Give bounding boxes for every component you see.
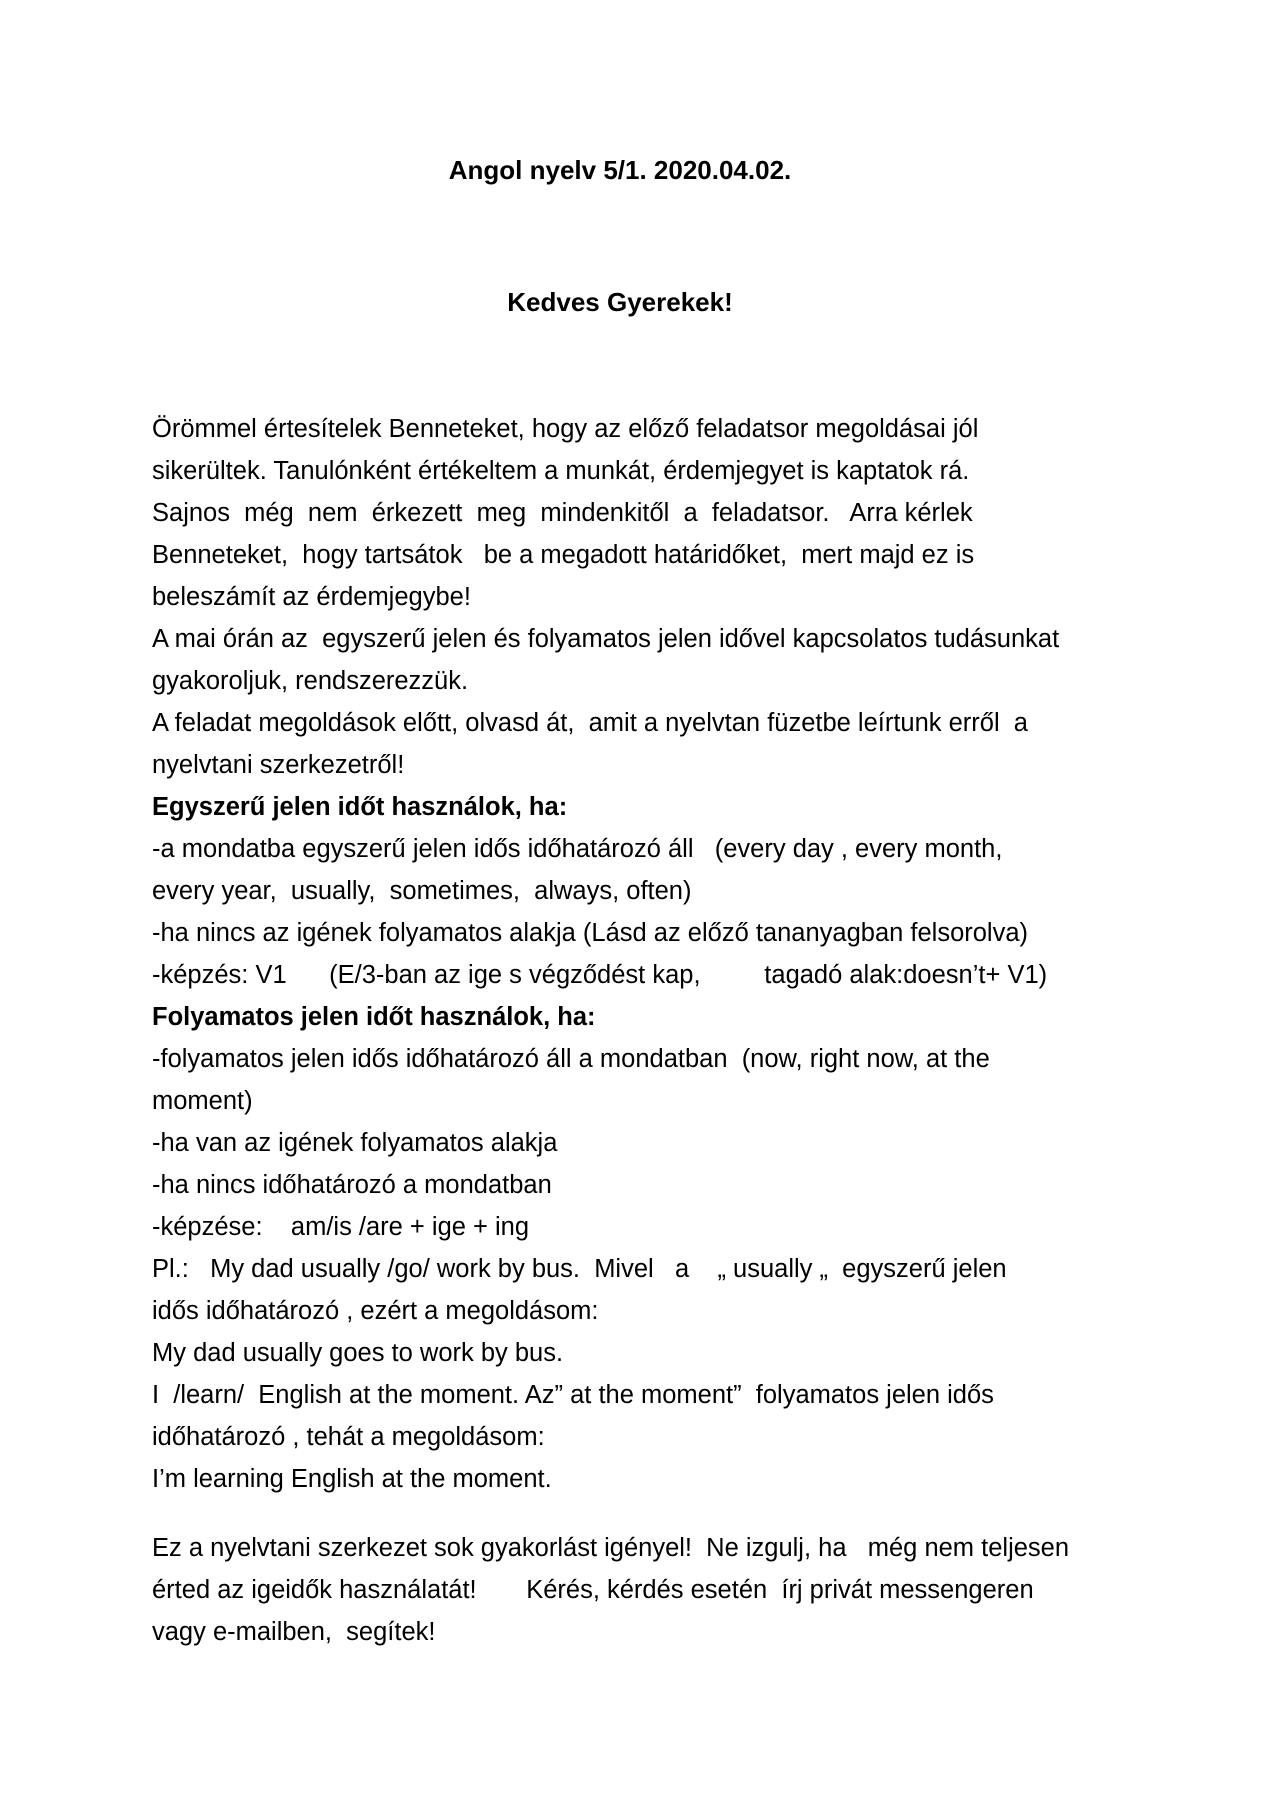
- example-line: I /learn/ English at the moment. Az” at the moment” folyamatos jelen idős: [152, 1381, 994, 1409]
- paragraph-line: Örömmel értesítelek Benneteket, hogy az előző feladatsor megoldásai jól: [152, 415, 979, 443]
- rule-line: -folyamatos jelen idős időhatározó áll a mondatban (now, right now, at the: [152, 1045, 990, 1073]
- closing-line: vagy e-mailben, segítek!: [152, 1618, 436, 1646]
- rule-line: -képzés: V1 (E/3-ban az ige s végződést kap, tagadó alak:doesn’t+ V1): [152, 961, 1048, 989]
- rule-line: -ha nincs az igének folyamatos alakja (Lásd az előző tananyagban felsorolva): [152, 919, 1029, 947]
- paragraph-line: A mai órán az egyszerű jelen és folyamatos jelen idővel kapcsolatos tudásunkat: [152, 625, 1060, 653]
- closing-line: Ez a nyelvtani szerkezet sok gyakorlást igényel! Ne izgulj, ha még nem teljesen: [152, 1534, 1070, 1562]
- paragraph-line: gyakoroljuk, rendszerezzük.: [152, 667, 469, 695]
- rule-line: -ha nincs időhatározó a mondatban: [152, 1171, 552, 1199]
- rule-line: -képzése: am/is /are + ige + ing: [152, 1213, 530, 1241]
- paragraph-line: Sajnos még nem érkezett meg mindenkitől a feladatsor. Arra kérlek: [152, 499, 973, 527]
- document-title: Angol nyelv 5/1. 2020.04.02.: [448, 155, 792, 185]
- example-line: I’m learning English at the moment.: [152, 1465, 552, 1493]
- example-line: időhatározó , tehát a megoldásom:: [152, 1423, 545, 1451]
- body-text: [152, 408, 1142, 1500]
- rule-line: -a mondatba egyszerű jelen idős időhatározó áll (every day , every month,: [152, 835, 1003, 863]
- paragraph-line: A feladat megoldások előtt, olvasd át, amit a nyelvtan füzetbe leírtunk erről a: [152, 709, 1028, 737]
- section-heading-present-continuous: Folyamatos jelen időt használok, ha:: [152, 1003, 596, 1031]
- section-heading-simple-present: Egyszerű jelen időt használok, ha:: [152, 793, 568, 821]
- paragraph-line: Benneteket, hogy tartsátok be a megadott határidőket, mert majd ez is: [152, 541, 975, 569]
- closing-paragraph: [152, 1527, 1142, 1653]
- paragraph-line: beleszámít az érdemjegybe!: [152, 583, 471, 611]
- paragraph-line: sikerültek. Tanulónként értékeltem a munkát, érdemjegyet is kaptatok rá.: [152, 457, 970, 485]
- closing-line: érted az igeidők használatát! Kérés, kérdés esetén írj privát messengeren: [152, 1576, 1034, 1604]
- rule-line: every year, usually, sometimes, always, often): [152, 877, 692, 905]
- example-line: My dad usually goes to work by bus.: [152, 1339, 564, 1367]
- example-line: Pl.: My dad usually /go/ work by bus. Mivel a „ usually „ egyszerű jelen: [152, 1255, 1007, 1283]
- rule-line: -ha van az igének folyamatos alakja: [152, 1129, 558, 1157]
- example-line: idős időhatározó , ezért a megoldásom:: [152, 1297, 599, 1325]
- greeting: Kedves Gyerekek!: [507, 287, 733, 317]
- rule-line: moment): [152, 1087, 253, 1115]
- paragraph-line: nyelvtani szerkezetről!: [152, 751, 405, 779]
